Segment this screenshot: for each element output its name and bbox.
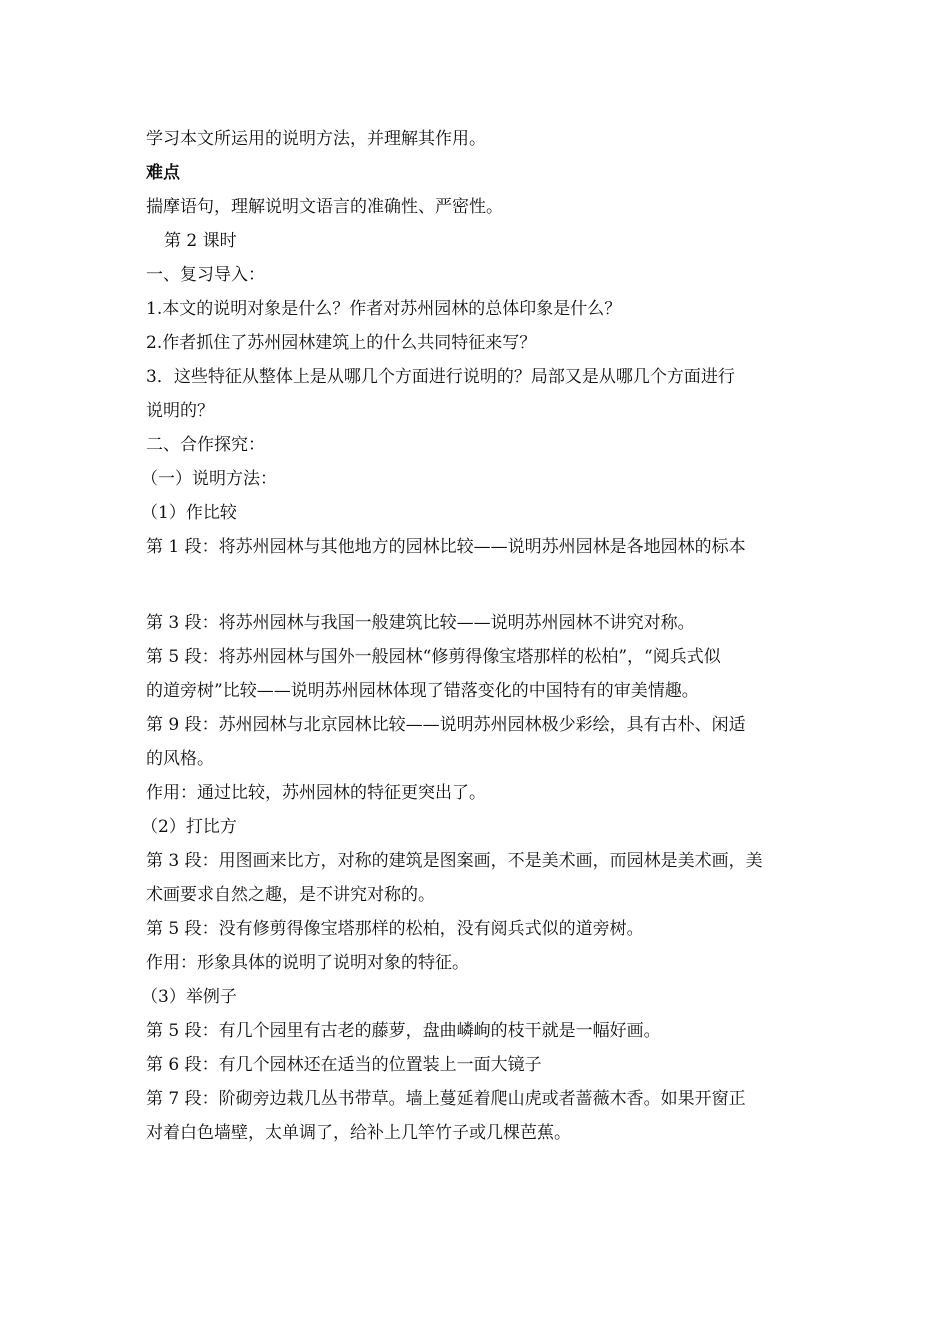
analogy-paragraph-3-continued: 术画要求自然之趣，是不讲究对称的。	[146, 885, 435, 905]
comparison-paragraph-9: 第 9 段：苏州园林与北京园林比较——说明苏州园林极少彩绘，具有古朴、闲适	[146, 715, 746, 735]
comparison-paragraph-5: 第 5 段：将苏州园林与国外一般园林“修剪得像宝塔那样的松柏”，“阅兵式似	[146, 647, 721, 667]
method-heading-analogy: （2）打比方	[141, 817, 237, 837]
analogy-paragraph-5: 第 5 段：没有修剪得像宝塔那样的松柏，没有阅兵式似的道旁树。	[146, 919, 644, 939]
text-line-objective: 学习本文所运用的说明方法，并理解其作用。	[146, 129, 486, 149]
question-2: 2.作者抓住了苏州园林建筑上的什么共同特征来写？	[146, 333, 537, 353]
section-heading-explore: 二、合作探究：	[146, 435, 265, 455]
section-heading-review: 一、复习导入：	[146, 265, 265, 285]
comparison-paragraph-9-continued: 的风格。	[146, 749, 214, 769]
heading-difficulty: 难点	[146, 163, 180, 183]
example-paragraph-7-continued: 对着白色墙壁，太单调了，给补上几竿竹子或几棵芭蕉。	[146, 1123, 571, 1143]
comparison-paragraph-3: 第 3 段：将苏州园林与我国一般建筑比较——说明苏州园林不讲究对称。	[146, 613, 695, 633]
question-3-continued: 说明的？	[146, 401, 214, 421]
question-3: 3．这些特征从整体上是从哪几个方面进行说明的？局部又是从哪几个方面进行	[146, 367, 735, 387]
example-paragraph-7: 第 7 段：阶砌旁边栽几丛书带草。墙上蔓延着爬山虎或者蔷薇木香。如果开窗正	[146, 1089, 746, 1109]
analogy-effect: 作用：形象具体的说明了说明对象的特征。	[146, 953, 469, 973]
subsection-heading-methods: （一）说明方法：	[141, 469, 277, 489]
comparison-paragraph-1: 第 1 段：将苏州园林与其他地方的园林比较——说明苏州园林是各地园林的标本	[146, 537, 746, 557]
question-1: 1.本文的说明对象是什么？作者对苏州园林的总体印象是什么？	[146, 299, 622, 319]
example-paragraph-6: 第 6 段：有几个园林还在适当的位置装上一面大镜子	[146, 1055, 542, 1075]
text-line-difficulty: 揣摩语句，理解说明文语言的准确性、严密性。	[146, 197, 503, 217]
comparison-paragraph-5-continued: 的道旁树”比较——说明苏州园林体现了错落变化的中国特有的审美情趣。	[146, 681, 699, 701]
analogy-paragraph-3: 第 3 段：用图画来比方，对称的建筑是图案画，不是美术画，而园林是美术画，美	[146, 851, 763, 871]
comparison-effect: 作用：通过比较，苏州园林的特征更突出了。	[146, 783, 486, 803]
method-heading-examples: （3）举例子	[141, 987, 237, 1007]
example-paragraph-5: 第 5 段：有几个园里有古老的藤萝，盘曲嶙峋的枝干就是一幅好画。	[146, 1021, 661, 1041]
lesson-title: 第 2 课时	[164, 231, 237, 251]
method-heading-comparison: （1）作比较	[141, 503, 237, 523]
